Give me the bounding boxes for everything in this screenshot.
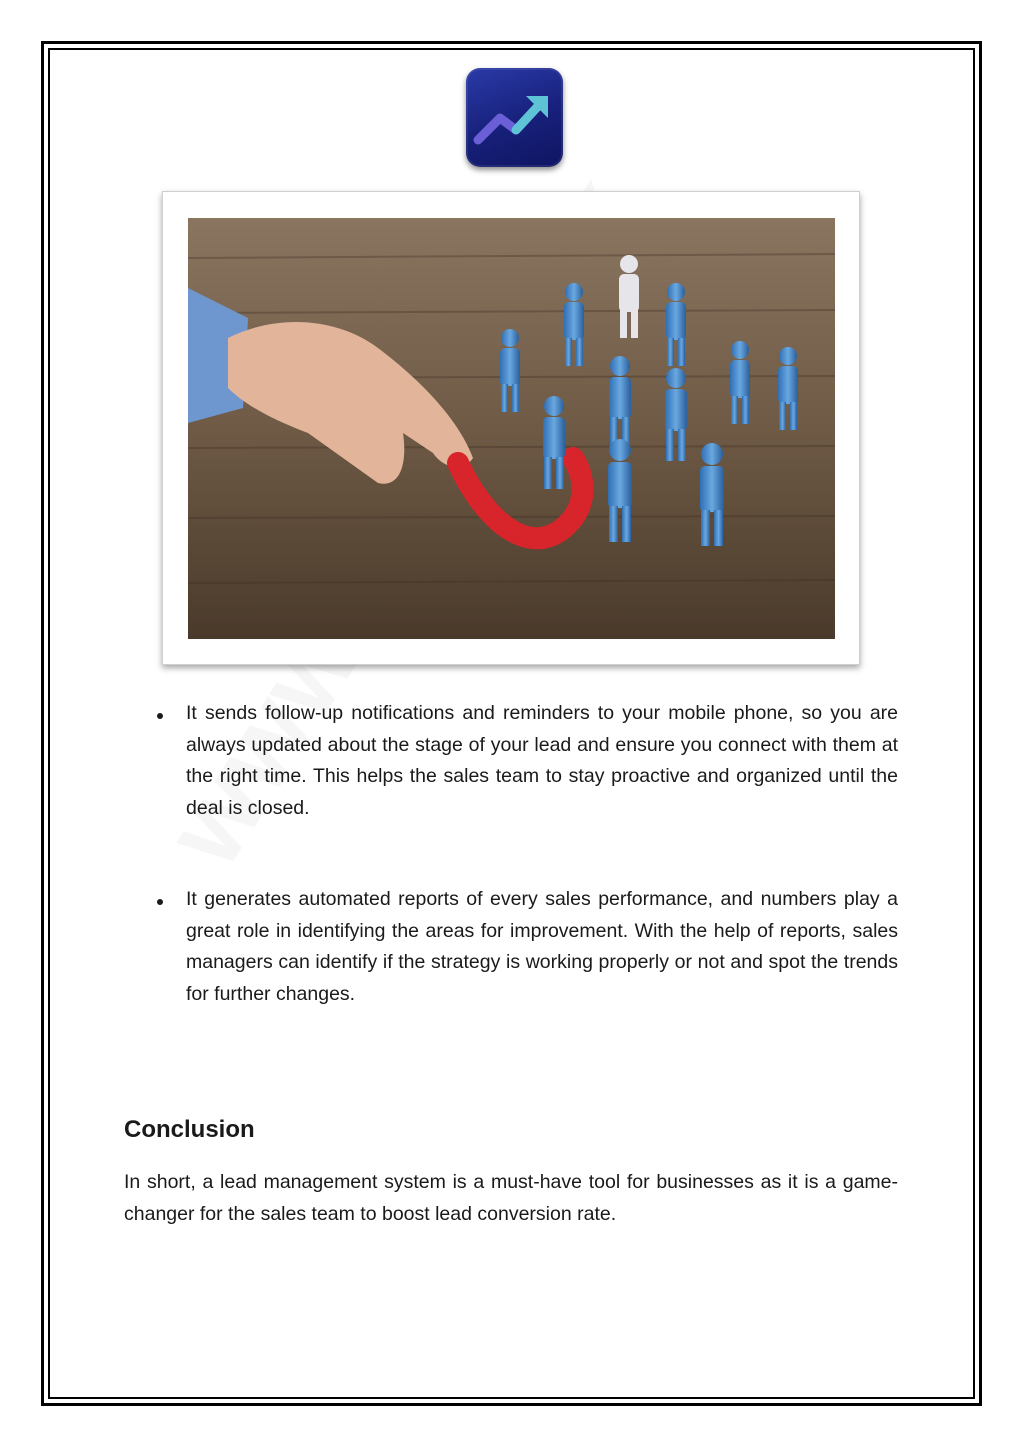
conclusion-heading: Conclusion (124, 1116, 255, 1143)
logo (466, 68, 563, 167)
bullet-item-reports: It generates automated reports of every sales performance, and numbers play a great role in identifying the areas for improvement. With the help of reports, sales managers can identify if the strategy is working properly or not and spot the trends for further changes. (186, 888, 898, 1005)
bullet-marker (157, 899, 163, 905)
bullet-marker (157, 713, 163, 719)
trending-up-icon (466, 68, 563, 167)
photo-card (162, 191, 860, 665)
magnet-people-image (188, 218, 835, 639)
conclusion-paragraph: In short, a lead management system is a must-have tool for businesses as it is a game-changer for the sales team to boost lead conversion rate. (124, 1171, 898, 1225)
bullet-item-notifications: It sends follow-up notifications and reminders to your mobile phone, so you are always updated about the stage of your lead and ensure you connect with them at the right time. This helps the sales team to stay proactive and organized until the deal is closed. (186, 702, 898, 819)
